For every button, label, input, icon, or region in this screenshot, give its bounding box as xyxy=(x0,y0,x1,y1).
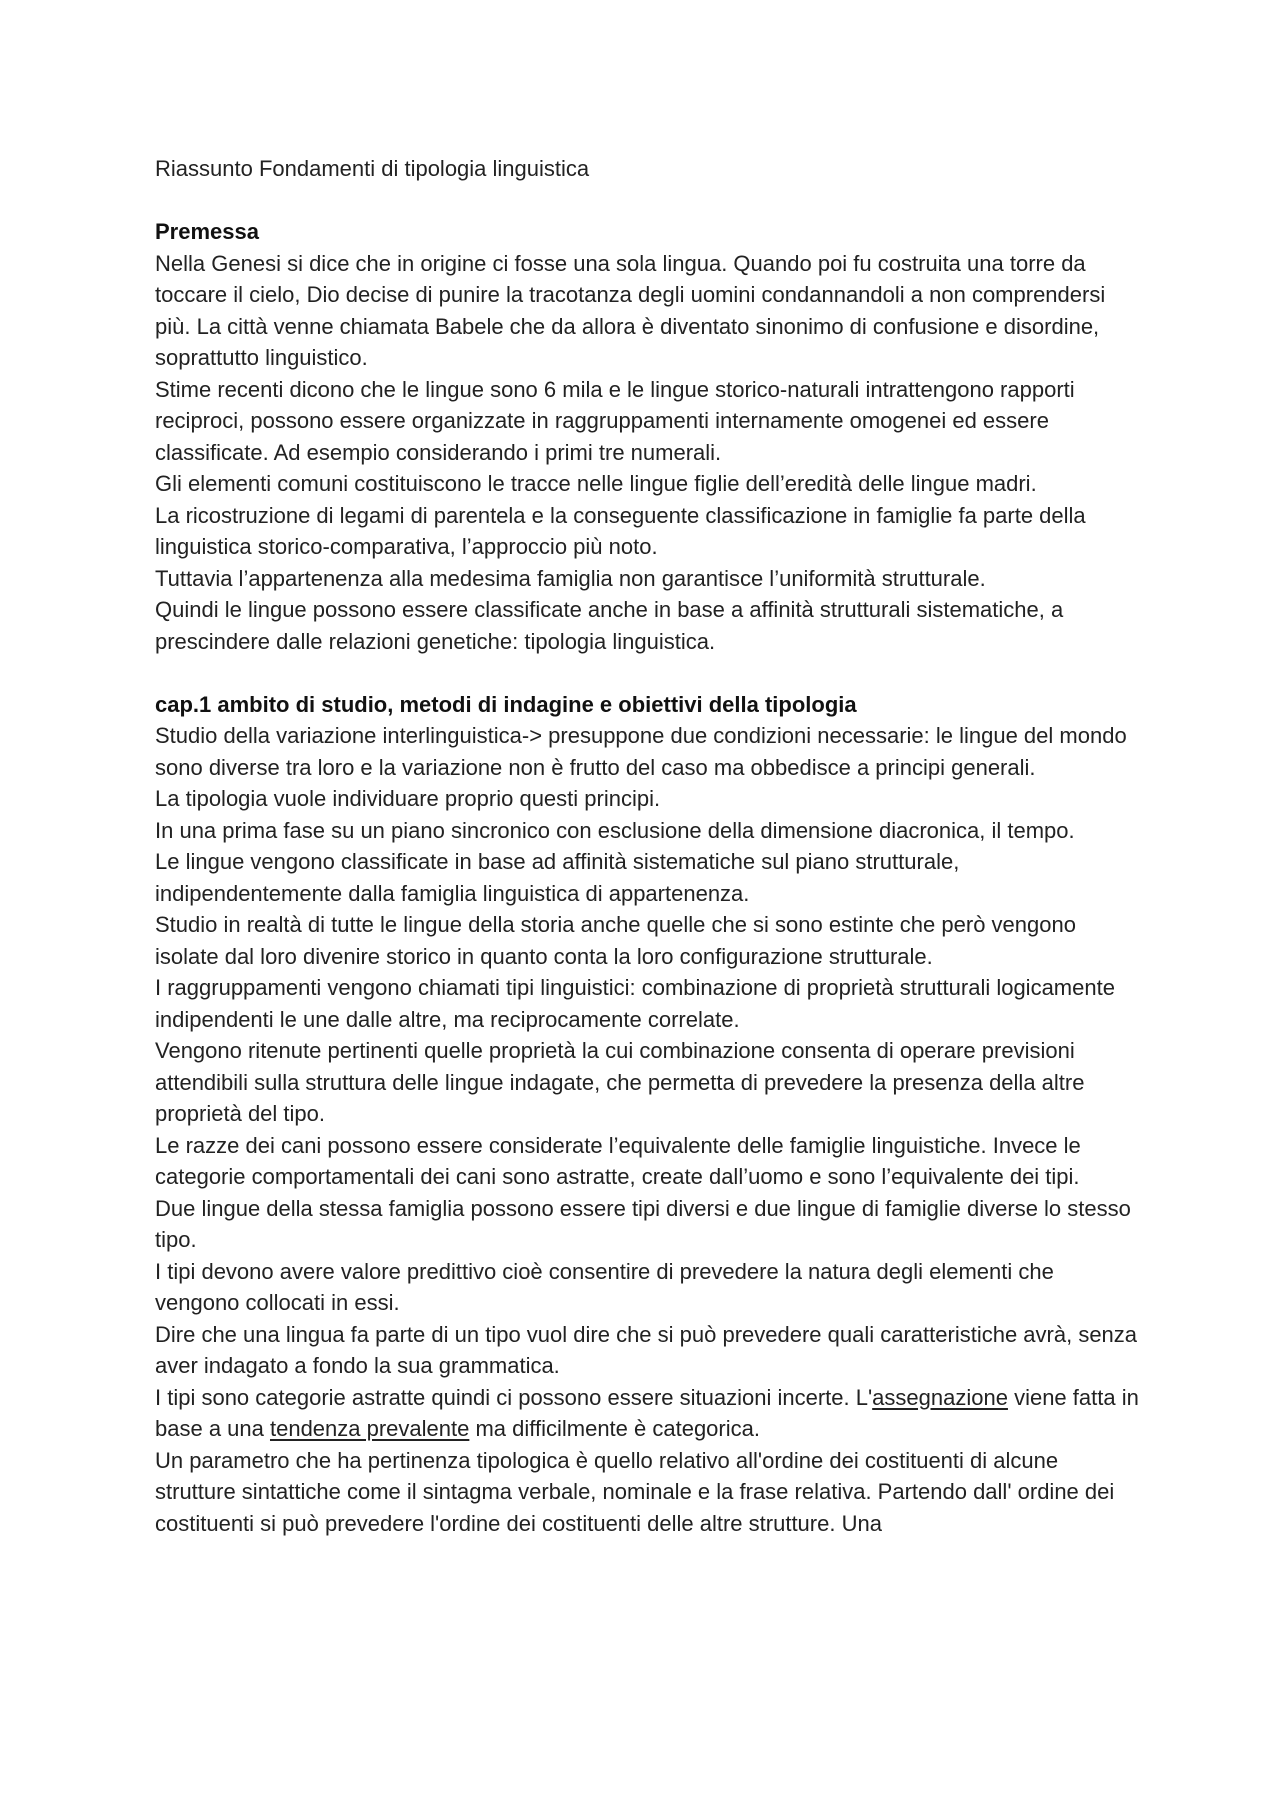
paragraph: Un parametro che ha pertinenza tipologica è quello relativo all'ordine dei costituenti di alcune strutture sintattiche come il sintagma verbale, nominale e la frase relativa. Partendo dall' ordine dei costituenti si può prevedere l'ordine dei costituenti delle altre strutture. Una xyxy=(155,1447,1115,1536)
underlined-term-tendenza-prevalente: tendenza prevalente xyxy=(269,1416,470,1441)
document-title: Riassunto Fondamenti di tipologia linguistica xyxy=(155,156,590,181)
paragraph: Gli elementi comuni costituiscono le tracce nelle lingue figlie dell’eredità delle lingue madri. xyxy=(155,471,1037,496)
paragraph: Vengono ritenute pertinenti quelle proprietà la cui combinazione consenta di operare previsioni attendibili sulla struttura delle lingue indagate, che permetta di prevedere la presenza della altre proprietà del tipo. xyxy=(155,1038,1085,1126)
blank-line xyxy=(155,657,1140,689)
paragraph: Stime recenti dicono che le lingue sono 6 mila e le lingue storico-naturali intrattengono rapporti reciproci, possono essere organizzate in raggruppamenti internamente omogenei ed essere classificate. Ad esempio considerando i primi tre numerali. xyxy=(155,376,1075,465)
paragraph: Studio della variazione interlinguistica-> presuppone due condizioni necessarie: le lingue del mondo sono diverse tra loro e la variazione non è frutto del caso ma obbedisce a principi generali. xyxy=(155,723,1127,780)
text-run: viene fatta in base a una xyxy=(155,1384,1139,1441)
paragraph: Due lingue della stessa famiglia possono essere tipi diversi e due lingue di famiglie diverse lo stesso tipo. xyxy=(155,1195,1131,1252)
paragraph: I tipi devono avere valore predittivo cioè consentire di prevedere la natura degli elementi che vengono collocati in essi. xyxy=(155,1258,1054,1315)
paragraph: Studio in realtà di tutte le lingue della storia anche quelle che si sono estinte che però vengono isolate dal loro divenire storico in quanto conta la loro configurazione strutturale. xyxy=(155,912,1076,969)
paragraph: Dire che una lingua fa parte di un tipo vuol dire che si può prevedere quali caratteristiche avrà, senza aver indagato a fondo la sua grammatica. xyxy=(155,1321,1138,1378)
blank-line xyxy=(155,185,1140,217)
paragraph: Nella Genesi si dice che in origine ci fosse una sola lingua. Quando poi fu costruita una torre da toccare il cielo, Dio decise di punire la tracotanza degli uomini condannandoli a non comprendersi più. La città venne chiamata Babele che da allora è diventato sinonimo di confusione e disordine, soprattutto linguistico. xyxy=(155,250,1106,370)
paragraph: In una prima fase su un piano sincronico con esclusione della dimensione diacronica, il tempo. xyxy=(155,817,1075,843)
section-heading-premessa: Premessa xyxy=(155,219,259,244)
paragraph: La ricostruzione di legami di parentela e la conseguente classificazione in famiglie fa parte della linguistica storico-comparativa, l’approccio più noto. xyxy=(155,502,1086,559)
paragraph: I raggruppamenti vengono chiamati tipi linguistici: combinazione di proprietà strutturali logicamente indipendenti le une dalle altre, ma reciprocamente correlate. xyxy=(155,975,1115,1032)
document-body xyxy=(155,153,1140,1539)
paragraph: Le razze dei cani possono essere considerate l’equivalente delle famiglie linguistiche. Invece le categorie comportamentali dei cani sono astratte, create dall’uomo e sono l’equivalente dei tipi. xyxy=(155,1132,1081,1189)
paragraph: Tuttavia l’appartenenza alla medesima famiglia non garantisce l’uniformità strutturale. xyxy=(155,565,986,591)
text-run: ma difficilmente è categorica. xyxy=(469,1416,760,1441)
paragraph: Le lingue vengono classificate in base ad affinità sistematiche sul piano strutturale, indipendentemente dalla famiglia linguistica di appartenenza. xyxy=(155,849,960,906)
text-run: I tipi sono categorie astratte quindi ci possono essere situazioni incerte. L' xyxy=(155,1384,873,1410)
paragraph: Quindi le lingue possono essere classificate anche in base a affinità strutturali sistematiche, a prescindere dalle relazioni genetiche: tipologia linguistica. xyxy=(155,597,1064,654)
underlined-term-assegnazione: assegnazione xyxy=(872,1384,1008,1410)
paragraph-assegnazione xyxy=(155,1382,1140,1445)
paragraph: La tipologia vuole individuare proprio questi principi. xyxy=(155,786,661,811)
section-heading-cap1: cap.1 ambito di studio, metodi di indagine e obiettivi della tipologia xyxy=(155,691,857,717)
